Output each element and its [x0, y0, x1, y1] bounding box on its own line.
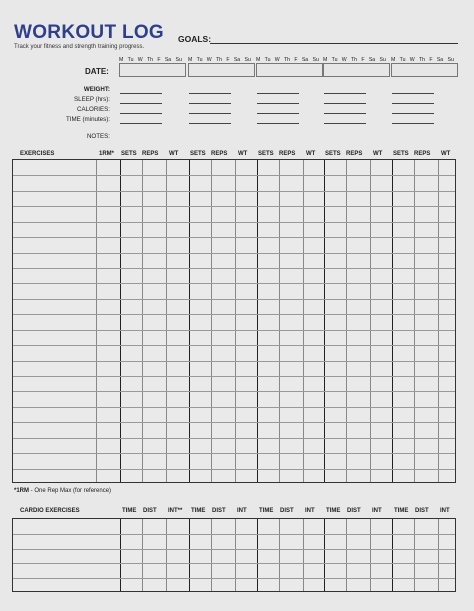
- table-row-divider: [13, 438, 455, 439]
- date-input-4[interactable]: [323, 63, 390, 77]
- column-header: TIME: [394, 508, 409, 514]
- table-row-divider: [13, 314, 455, 315]
- table-row-divider: [13, 578, 455, 579]
- table-row-divider: [13, 376, 455, 377]
- stat-input-line[interactable]: [392, 103, 434, 104]
- stat-input-line[interactable]: [189, 103, 231, 104]
- day-label: M: [391, 57, 396, 63]
- stat-input-line[interactable]: [392, 113, 434, 114]
- table-row-divider: [13, 299, 455, 300]
- stat-label: TIME (minutes):: [65, 116, 110, 123]
- column-header: SETS: [393, 151, 409, 157]
- day-label: Tu: [331, 57, 338, 63]
- date-input-5[interactable]: [391, 63, 458, 77]
- table-row-divider: [13, 268, 455, 269]
- column-header: CARDIO EXERCISES: [20, 508, 80, 514]
- stat-input-line[interactable]: [257, 103, 299, 104]
- footnote-text: - One Rep Max (for reference): [29, 488, 112, 494]
- column-header: REPS: [414, 151, 431, 157]
- table-row-divider: [13, 407, 455, 408]
- exercise-table[interactable]: [12, 159, 456, 483]
- stat-label: CALORIES:: [76, 106, 110, 113]
- column-header: SETS: [190, 151, 206, 157]
- day-label: Th: [147, 57, 154, 63]
- block-divider: [120, 160, 121, 482]
- block-divider: [257, 160, 258, 482]
- date-input-3[interactable]: [256, 63, 323, 77]
- column-header: INT: [372, 508, 382, 514]
- day-label: W: [409, 57, 415, 63]
- column-header: TIME: [122, 508, 137, 514]
- column-header: WT: [169, 151, 179, 157]
- footnote: [14, 488, 111, 494]
- table-row-divider: [13, 175, 455, 176]
- table-row-divider: [13, 253, 455, 254]
- day-label: Th: [419, 57, 426, 63]
- day-label: Su: [447, 57, 454, 63]
- stat-input-line[interactable]: [189, 113, 231, 114]
- stat-input-line[interactable]: [189, 123, 231, 124]
- column-header: WT: [238, 151, 248, 157]
- day-label: Su: [379, 57, 386, 63]
- table-row-divider: [13, 534, 455, 535]
- date-label: DATE:: [85, 67, 109, 76]
- page-subtitle: Track your fitness and strength training progress.: [14, 44, 145, 50]
- column-divider: [166, 160, 167, 482]
- day-label: Tu: [399, 57, 406, 63]
- column-header: WT: [373, 151, 383, 157]
- day-label: Tu: [127, 57, 134, 63]
- day-label: Th: [216, 57, 223, 63]
- column-header: WT: [441, 151, 451, 157]
- column-divider: [303, 160, 304, 482]
- table-row-divider: [13, 391, 455, 392]
- column-header: REPS: [279, 151, 296, 157]
- table-row-divider: [13, 283, 455, 284]
- day-label: Su: [175, 57, 182, 63]
- column-header: REPS: [346, 151, 363, 157]
- day-label: M: [188, 57, 193, 63]
- table-row-divider: [13, 549, 455, 550]
- stat-input-line[interactable]: [120, 123, 162, 124]
- column-header: DIST: [212, 508, 226, 514]
- table-row-divider: [13, 222, 455, 223]
- column-header: INT: [305, 508, 315, 514]
- block-divider: [324, 519, 325, 591]
- page-title: WORKOUT LOG: [14, 22, 165, 43]
- date-input-2[interactable]: [188, 63, 255, 77]
- table-row-divider: [13, 469, 455, 470]
- block-divider: [189, 519, 190, 591]
- column-divider: [235, 519, 236, 591]
- table-row-divider: [13, 206, 455, 207]
- column-header: INT: [237, 508, 247, 514]
- column-header: INT**: [168, 508, 183, 514]
- day-label: W: [341, 57, 347, 63]
- table-row-divider: [13, 422, 455, 423]
- column-header: DIST: [143, 508, 157, 514]
- day-label: Tu: [264, 57, 271, 63]
- column-header: SETS: [258, 151, 274, 157]
- column-divider: [96, 160, 97, 482]
- stat-input-line[interactable]: [120, 103, 162, 104]
- column-header: EXERCISES: [20, 151, 55, 157]
- column-header: DIST: [415, 508, 429, 514]
- column-header: REPS: [142, 151, 159, 157]
- block-divider: [392, 160, 393, 482]
- stat-input-line[interactable]: [257, 123, 299, 124]
- column-divider: [235, 160, 236, 482]
- table-row-divider: [13, 237, 455, 238]
- column-divider: [142, 160, 143, 482]
- stat-input-line[interactable]: [257, 113, 299, 114]
- column-divider: [438, 160, 439, 482]
- day-label: Th: [351, 57, 358, 63]
- column-divider: [346, 519, 347, 591]
- table-row-divider: [13, 330, 455, 331]
- table-row-divider: [13, 563, 455, 564]
- day-label: F: [294, 57, 298, 63]
- stat-input-line[interactable]: [324, 123, 366, 124]
- day-label: Sa: [301, 57, 309, 63]
- stat-input-line[interactable]: [324, 103, 366, 104]
- column-divider: [303, 519, 304, 591]
- footnote-bold: *1RM: [14, 488, 30, 494]
- column-divider: [370, 519, 371, 591]
- stat-label: SLEEP (hrs):: [74, 96, 110, 103]
- stat-input-line[interactable]: [392, 93, 434, 94]
- day-label: W: [274, 57, 280, 63]
- day-label: Sa: [164, 57, 172, 63]
- stat-input-line[interactable]: [392, 123, 434, 124]
- column-header: 1RM*: [99, 151, 115, 157]
- day-label: W: [137, 57, 143, 63]
- day-label: Th: [284, 57, 291, 63]
- day-label: M: [119, 57, 124, 63]
- goals-field[interactable]: [210, 43, 458, 44]
- column-divider: [211, 160, 212, 482]
- cardio-table[interactable]: [12, 518, 456, 592]
- column-header: WT: [306, 151, 316, 157]
- stat-label: NOTES:: [86, 133, 110, 140]
- date-input-1[interactable]: [119, 63, 186, 77]
- block-divider: [189, 160, 190, 482]
- column-header: TIME: [191, 508, 206, 514]
- day-label: F: [361, 57, 365, 63]
- column-header: INT: [440, 508, 450, 514]
- day-label: W: [206, 57, 212, 63]
- table-row-divider: [13, 345, 455, 346]
- column-divider: [166, 519, 167, 591]
- column-divider: [414, 160, 415, 482]
- column-divider: [346, 160, 347, 482]
- goals-label: GOALS:: [178, 34, 212, 44]
- day-label: Tu: [196, 57, 203, 63]
- stat-input-line[interactable]: [324, 113, 366, 114]
- stat-label: WEIGHT:: [83, 86, 110, 93]
- day-label: M: [256, 57, 261, 63]
- column-divider: [370, 160, 371, 482]
- block-divider: [324, 160, 325, 482]
- column-divider: [211, 519, 212, 591]
- column-divider: [142, 519, 143, 591]
- column-divider: [414, 519, 415, 591]
- stat-input-line[interactable]: [120, 113, 162, 114]
- table-row-divider: [13, 453, 455, 454]
- stat-input-line[interactable]: [324, 93, 366, 94]
- day-label: Sa: [368, 57, 376, 63]
- day-label: Sa: [436, 57, 444, 63]
- stat-input-line[interactable]: [189, 93, 231, 94]
- block-divider: [257, 519, 258, 591]
- column-header: DIST: [347, 508, 361, 514]
- column-divider: [279, 519, 280, 591]
- day-label: F: [226, 57, 230, 63]
- day-label: Sa: [233, 57, 241, 63]
- day-label: F: [157, 57, 161, 63]
- column-header: SETS: [121, 151, 137, 157]
- column-header: REPS: [211, 151, 228, 157]
- day-label: M: [323, 57, 328, 63]
- stat-input-line[interactable]: [257, 93, 299, 94]
- table-row-divider: [13, 191, 455, 192]
- column-header: SETS: [325, 151, 341, 157]
- day-label: F: [429, 57, 433, 63]
- block-divider: [120, 519, 121, 591]
- column-header: TIME: [259, 508, 274, 514]
- column-header: DIST: [280, 508, 294, 514]
- column-divider: [438, 519, 439, 591]
- column-divider: [279, 160, 280, 482]
- table-row-divider: [13, 361, 455, 362]
- block-divider: [392, 519, 393, 591]
- stat-input-line[interactable]: [120, 93, 162, 94]
- day-label: Su: [312, 57, 319, 63]
- column-header: TIME: [326, 508, 341, 514]
- day-label: Su: [244, 57, 251, 63]
